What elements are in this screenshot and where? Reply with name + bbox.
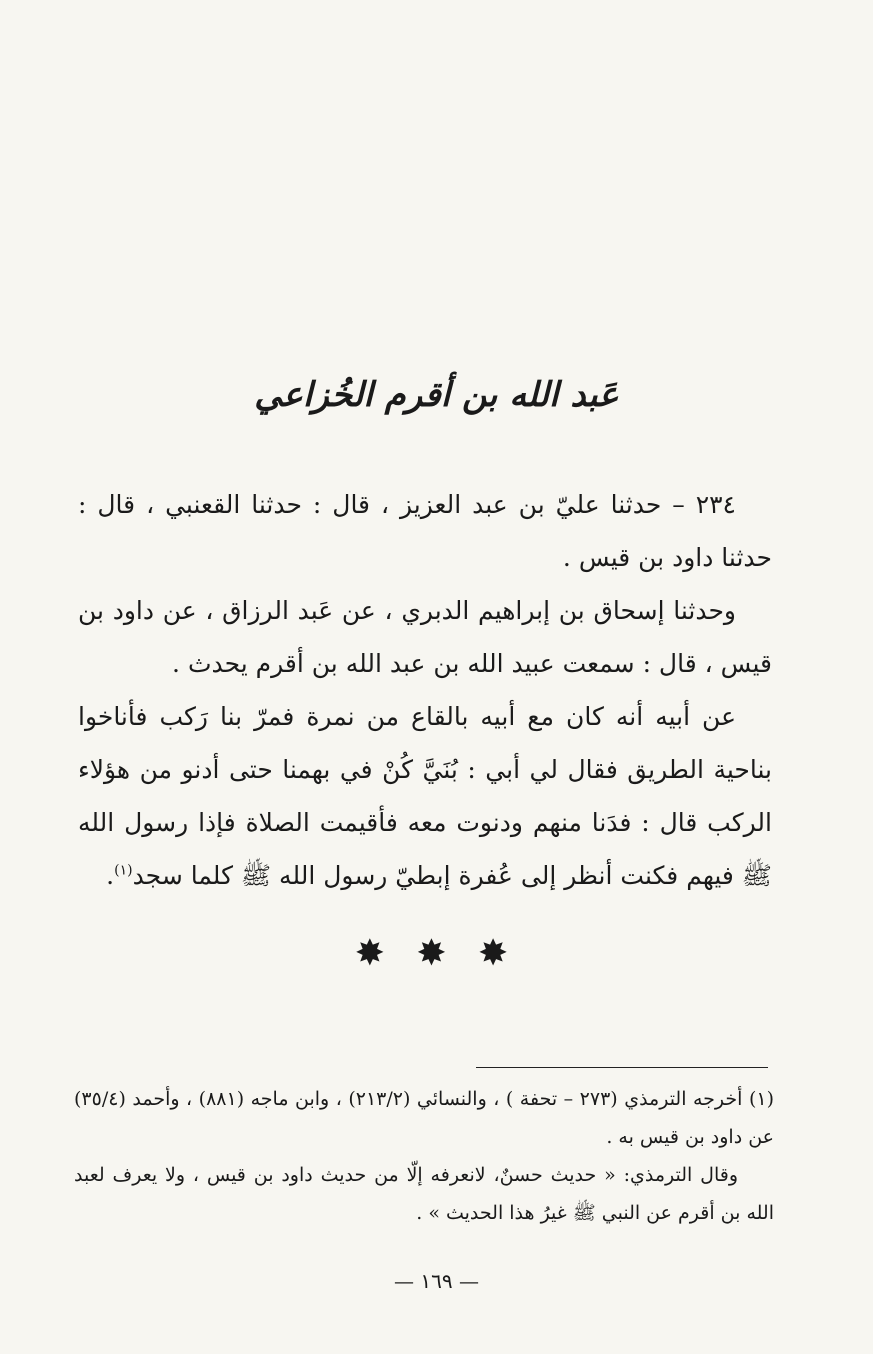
hadith-paragraph-text xyxy=(78,690,772,902)
hadith-matn: عن أبيه أنه كان مع أبيه بالقاع من نمرة فمرّ بنا رَكب فأناخوا بناحية الطريق فقال لي أبي : بُنَيَّ كُنْ في بهمنا حتى أدنو من هؤلاء الركب قال : فدَنا منهم ودنوت معه فأقيمت الصلاة فإذا رسول الله ﷺ فيهم فكنت أنظر إلى عُفرة إبطيّ رسول الله ﷺ كلما سجد xyxy=(78,702,772,890)
chapter-title: عَبد الله بن أقرم الخُزاعي xyxy=(254,375,619,415)
footnote-1-continuation: وقال الترمذي: « حديث حسنٌ، لانعرفه إلّا من حديث داود بن قيس ، ولا يعرف لعبد الله بن أقرم عن النبي ﷺ غيرُ هذا الحديث » . xyxy=(74,1164,774,1224)
hadith-paragraph-chain-2: وحدثنا إسحاق بن إبراهيم الدبري ، عن عَبد الرزاق ، عن داود بن قيس ، قال : سمعت عبيد الله بن عبد الله بن أقرم يحدث . xyxy=(78,596,772,678)
footnote-reference: (١) xyxy=(114,862,133,879)
footnote-1: (١) أخرجه الترمذي (٢٧٣ – تحفة ) ، والنسائي (٢١٣/٢) ، وابن ماجه (٨٨١) ، وأحمد (٣٥/٤) عن داود بن قيس به . xyxy=(74,1088,774,1148)
hadith-paragraph-chain-1: ٢٣٤ – حدثنا عليّ بن عبد العزيز ، قال : حدثنا القعنبي ، قال : حدثنا داود بن قيس . xyxy=(78,490,772,572)
section-ornament: ✸ ✸ ✸ xyxy=(354,933,519,974)
footnote-divider xyxy=(476,1067,768,1068)
hadith-end-mark: . xyxy=(106,861,115,890)
footnotes xyxy=(74,1080,774,1232)
page-number: — ١٦٩ — xyxy=(394,1269,479,1293)
hadith-text xyxy=(78,478,772,902)
